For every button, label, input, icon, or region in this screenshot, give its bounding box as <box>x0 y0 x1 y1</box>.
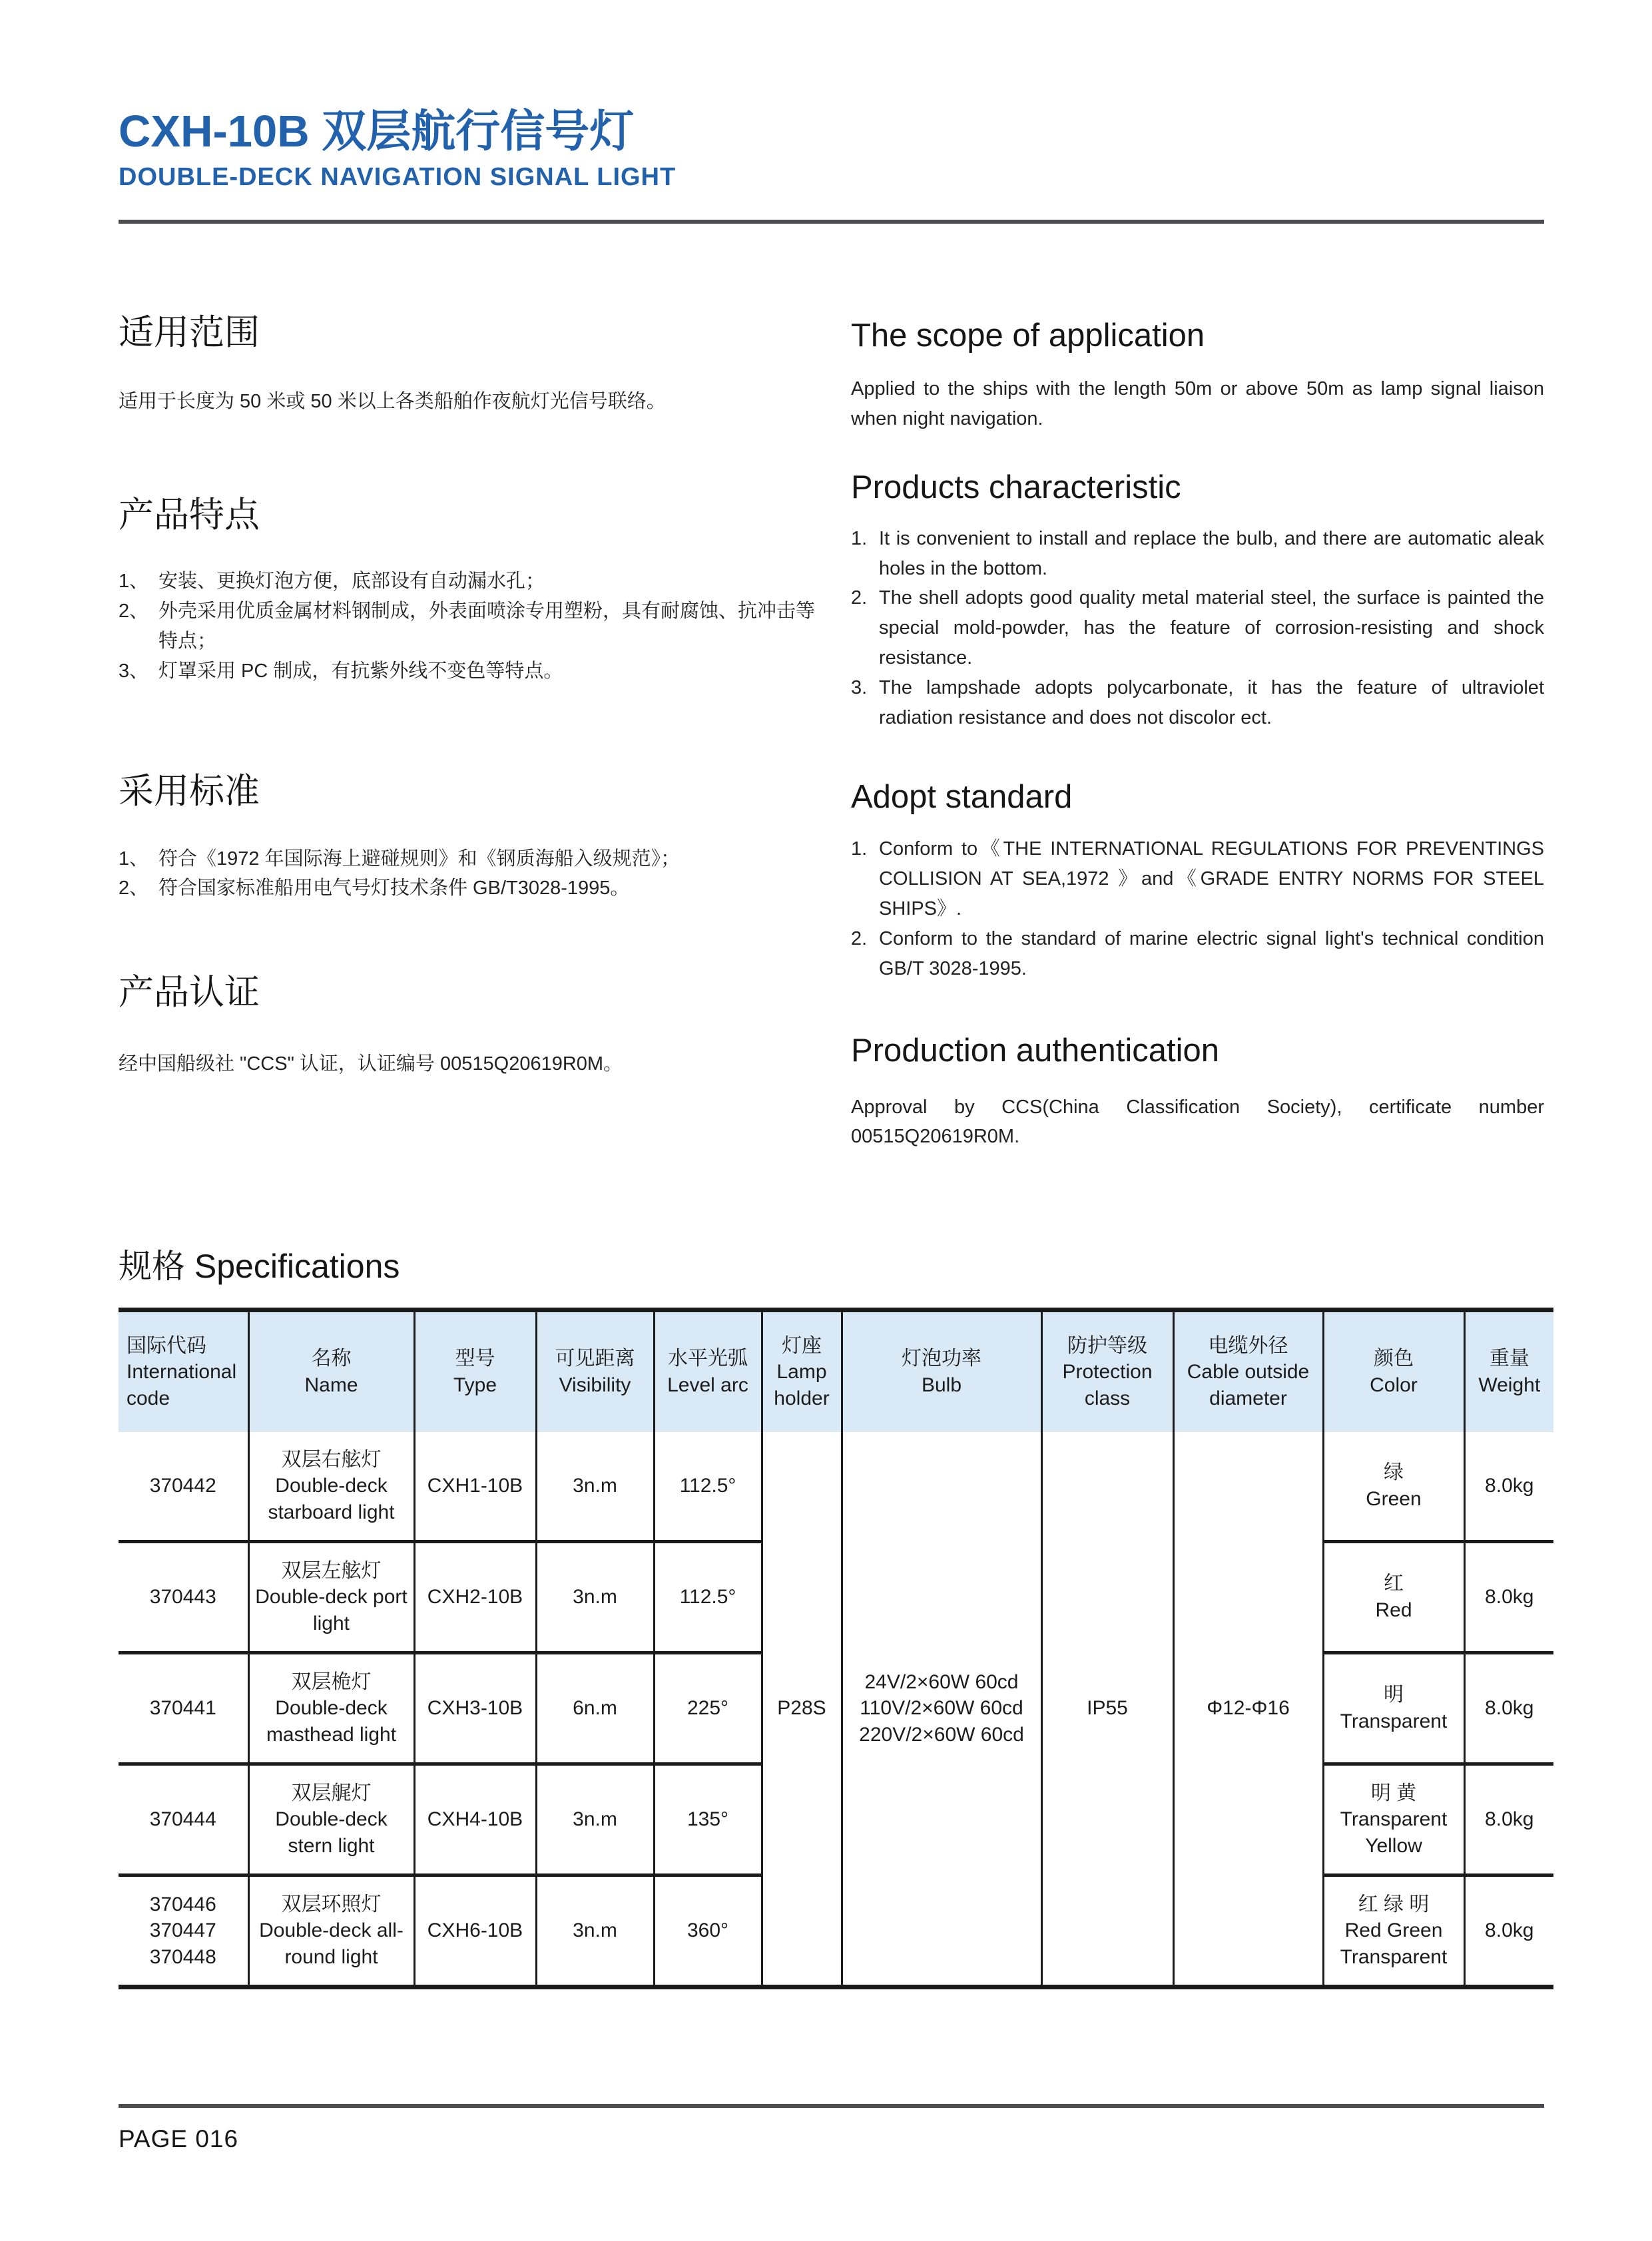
header-label-en: Visibility <box>559 1374 631 1396</box>
doc-header <box>119 107 1544 224</box>
cell-visibility: 3n.m <box>536 1875 654 1987</box>
specifications-title: 规格 Specifications <box>119 1248 400 1285</box>
standard-list-en <box>851 834 1544 984</box>
name-zh: 双层桅灯 <box>291 1670 372 1693</box>
name-zh: 双层环照灯 <box>281 1893 382 1915</box>
features-title-en: Products characteristic <box>851 469 1181 506</box>
list-item-number: 1、 <box>119 570 149 592</box>
color-en: Green <box>1366 1488 1422 1510</box>
header-label-en: Protection class <box>1062 1361 1153 1409</box>
cell-code <box>119 1653 248 1764</box>
header-label-zh: 灯泡功率 <box>902 1348 981 1370</box>
header-label-zh: 重量 <box>1489 1348 1529 1370</box>
cell-color <box>1323 1432 1464 1542</box>
cell-code <box>119 1875 248 1987</box>
standard-title-zh: 采用标准 <box>119 771 260 811</box>
auth-title-zh: 产品认证 <box>119 973 260 1013</box>
scope-body-zh: 适用于长度为 50 米或 50 米以上各类船舶作夜航灯光信号联络。 <box>119 390 666 412</box>
header-cell-visibility <box>536 1310 654 1433</box>
color-en: Red Green Transparent <box>1340 1919 1448 1968</box>
list-item <box>851 924 1544 984</box>
list-item-text: 符合国家标准船用电气号灯技术条件 GB/T3028-1995。 <box>158 877 630 899</box>
cell-color <box>1323 1653 1464 1764</box>
cell-visibility: 3n.m <box>536 1542 654 1653</box>
list-item-number: 2. <box>851 928 868 950</box>
name-zh: 双层艉灯 <box>291 1782 372 1804</box>
header-label-zh: 防护等级 <box>1067 1334 1147 1357</box>
cell-visibility: 3n.m <box>536 1432 654 1542</box>
cell-weight: 8.0kg <box>1464 1653 1553 1764</box>
header-cell-color <box>1323 1310 1464 1433</box>
cell-type: CXH4-10B <box>414 1764 536 1875</box>
page-number: PAGE 016 <box>119 2125 239 2152</box>
page-subtitle: DOUBLE-DECK NAVIGATION SIGNAL LIGHT <box>119 163 677 192</box>
code-value: 370448 <box>149 1945 216 1968</box>
color-en: Transparent <box>1340 1710 1448 1732</box>
bulb-line: 220V/2×60W 60cd <box>859 1723 1024 1746</box>
color-zh: 明 黄 <box>1370 1782 1417 1804</box>
column-english <box>851 313 1544 1152</box>
name-zh: 双层右舷灯 <box>281 1448 382 1471</box>
list-item-number: 2、 <box>119 600 149 622</box>
list-item <box>851 834 1544 924</box>
color-zh: 红 <box>1384 1573 1404 1595</box>
bulb-line: 110V/2×60W 60cd <box>860 1697 1023 1720</box>
code-value: 370447 <box>149 1919 216 1942</box>
list-item-text: The lampshade adopts polycarbonate, it has the feature of ultraviolet radiation resistance and does not discolor ect. <box>879 677 1544 729</box>
auth-title-en: Production authentication <box>851 1033 1219 1069</box>
list-item <box>119 597 819 656</box>
specifications-section <box>119 1240 1544 1989</box>
standard-title-en: Adopt standard <box>851 779 1073 816</box>
scope-body-en: Applied to the ships with the length 50m or above 50m as lamp signal liaison when night navigation. <box>851 378 1544 430</box>
features-list-en <box>851 524 1544 734</box>
list-item <box>119 873 819 903</box>
cell-visibility: 6n.m <box>536 1653 654 1764</box>
footer-divider <box>119 2104 1544 2108</box>
list-item <box>119 656 819 686</box>
name-en: Double-deck masthead light <box>266 1697 397 1746</box>
list-item-number: 1、 <box>119 848 149 870</box>
list-item <box>851 583 1544 673</box>
header-label-zh: 电缆外径 <box>1208 1334 1288 1357</box>
header-label-zh: 颜色 <box>1374 1348 1414 1370</box>
cell-lamp-holder-merged: P28S <box>762 1432 842 1987</box>
code-value: 370446 <box>149 1893 216 1915</box>
auth-body-en: Approval by CCS(China Classification Society), certificate number 00515Q20619R0M. <box>851 1096 1544 1148</box>
scope-title-zh: 适用范围 <box>119 313 260 352</box>
cell-type: CXH1-10B <box>414 1432 536 1542</box>
column-chinese <box>119 313 819 1152</box>
header-cell-protection-class <box>1041 1310 1173 1433</box>
code-value: 370444 <box>149 1808 216 1831</box>
cell-code <box>119 1764 248 1875</box>
cell-type: CXH3-10B <box>414 1653 536 1764</box>
header-cell-bulb <box>842 1310 1041 1433</box>
list-item-text: 符合《1972 年国际海上避碰规则》和《钢质海船入级规范》； <box>158 848 681 870</box>
sections-columns <box>119 313 1544 1152</box>
specifications-table <box>119 1308 1553 1989</box>
table-header <box>119 1310 1553 1433</box>
header-label-zh: 灯座 <box>782 1334 822 1357</box>
standard-list-zh <box>119 844 819 904</box>
cell-color <box>1323 1875 1464 1987</box>
header-label-en: Color <box>1370 1374 1418 1396</box>
header-label-zh: 型号 <box>455 1348 495 1370</box>
list-item-number: 2、 <box>119 877 149 899</box>
table-row <box>119 1432 1553 1542</box>
features-title-zh: 产品特点 <box>119 495 260 535</box>
header-label-en: Name <box>304 1374 358 1396</box>
list-item-number: 3、 <box>119 660 149 682</box>
list-item-text: Conform to《THE INTERNATIONAL REGULATIONS FOR PREVENTINGS COLLISION AT SEA,1972 》and《GRADE ENTRY NORMS FOR STEEL SHIPS》. <box>879 838 1544 920</box>
color-zh: 绿 <box>1384 1461 1404 1484</box>
cell-name <box>248 1764 414 1875</box>
name-en: Double-deck stern light <box>275 1808 388 1857</box>
header-label-en: Cable outside diameter <box>1187 1361 1310 1409</box>
header-label-en: Type <box>453 1374 497 1396</box>
cell-name <box>248 1542 414 1653</box>
cell-weight: 8.0kg <box>1464 1875 1553 1987</box>
header-cell-name <box>248 1310 414 1433</box>
color-en: Red <box>1375 1599 1412 1621</box>
cell-level-arc: 112.5° <box>654 1432 762 1542</box>
code-value: 370442 <box>149 1475 216 1497</box>
cell-color <box>1323 1764 1464 1875</box>
list-item-text: It is convenient to install and replace the bulb, and there are automatic aleak holes in the bottom. <box>879 527 1544 579</box>
list-item-text: 外壳采用优质金属材料钢制成，外表面喷涂专用塑粉，具有耐腐蚀、抗冲击等特点； <box>158 600 816 652</box>
list-item <box>851 524 1544 584</box>
cell-weight: 8.0kg <box>1464 1432 1553 1542</box>
header-cell-weight <box>1464 1310 1553 1433</box>
page-title: CXH-10B 双层航行信号灯 <box>119 107 635 156</box>
cell-weight: 8.0kg <box>1464 1542 1553 1653</box>
cell-level-arc: 135° <box>654 1764 762 1875</box>
header-label-zh: 国际代码 <box>127 1334 206 1357</box>
column-gap <box>819 313 851 1152</box>
cell-weight: 8.0kg <box>1464 1764 1553 1875</box>
title-divider <box>119 220 1544 224</box>
header-label-zh: 名称 <box>311 1348 352 1370</box>
header-label-en: Level arc <box>667 1374 748 1396</box>
header-cell-level-arc <box>654 1310 762 1433</box>
cell-visibility: 3n.m <box>536 1764 654 1875</box>
list-item-number: 2. <box>851 587 868 609</box>
list-item-number: 3. <box>851 677 868 699</box>
cell-protection-merged: IP55 <box>1041 1432 1173 1987</box>
code-value: 370443 <box>149 1586 216 1609</box>
list-item-number: 1. <box>851 527 868 549</box>
cell-color <box>1323 1542 1464 1653</box>
cell-name <box>248 1875 414 1987</box>
header-cell-lamp-holder <box>762 1310 842 1433</box>
color-zh: 红 绿 明 <box>1358 1893 1430 1915</box>
scope-title-en: The scope of application <box>851 318 1205 354</box>
header-label-en: Lamp holder <box>774 1361 830 1409</box>
features-list-zh <box>119 567 819 686</box>
cell-name <box>248 1432 414 1542</box>
name-en: Double-deck starboard light <box>268 1475 395 1523</box>
code-value: 370441 <box>149 1697 216 1720</box>
list-item-number: 1. <box>851 838 868 860</box>
auth-body-zh: 经中国船级社 "CCS" 认证，认证编号 00515Q20619R0M。 <box>119 1053 623 1075</box>
header-label-en: Bulb <box>921 1374 962 1396</box>
cell-cable-merged: Φ12-Φ16 <box>1173 1432 1323 1987</box>
header-label-zh: 水平光弧 <box>668 1348 748 1370</box>
list-item-text: 灯罩采用 PC 制成，有抗紫外线不变色等特点。 <box>158 660 563 682</box>
cell-level-arc: 112.5° <box>654 1542 762 1653</box>
list-item <box>119 567 819 597</box>
list-item <box>119 844 819 874</box>
name-zh: 双层左舷灯 <box>281 1559 382 1582</box>
color-zh: 明 <box>1384 1684 1404 1706</box>
list-item <box>851 673 1544 733</box>
cell-bulb-merged <box>842 1432 1041 1987</box>
header-label-en: International code <box>127 1361 237 1409</box>
color-en: Transparent Yellow <box>1340 1808 1448 1857</box>
cell-type: CXH2-10B <box>414 1542 536 1653</box>
cell-level-arc: 360° <box>654 1875 762 1987</box>
list-item-text: 安装、更换灯泡方便，底部设有自动漏水孔； <box>158 570 545 592</box>
bulb-line: 24V/2×60W 60cd <box>864 1670 1019 1693</box>
table-body <box>119 1432 1553 1987</box>
header-cell-international-code <box>119 1310 248 1433</box>
list-item-text: Conform to the standard of marine electric signal light's technical condition GB/T 3028-1995. <box>879 928 1544 980</box>
cell-code <box>119 1432 248 1542</box>
header-cell-cable-outside-diameter <box>1173 1310 1323 1433</box>
cell-name <box>248 1653 414 1764</box>
list-item-text: The shell adopts good quality metal material steel, the surface is painted the special mold-powder, has the feature of corrosion-resisting and shock resistance. <box>879 587 1544 669</box>
name-en: Double-deck port light <box>255 1586 408 1634</box>
header-label-zh: 可见距离 <box>555 1348 635 1370</box>
cell-type: CXH6-10B <box>414 1875 536 1987</box>
header-cell-type <box>414 1310 536 1433</box>
header-label-en: Weight <box>1478 1374 1541 1396</box>
cell-code <box>119 1542 248 1653</box>
name-en: Double-deck all-round light <box>259 1919 404 1968</box>
cell-level-arc: 225° <box>654 1653 762 1764</box>
